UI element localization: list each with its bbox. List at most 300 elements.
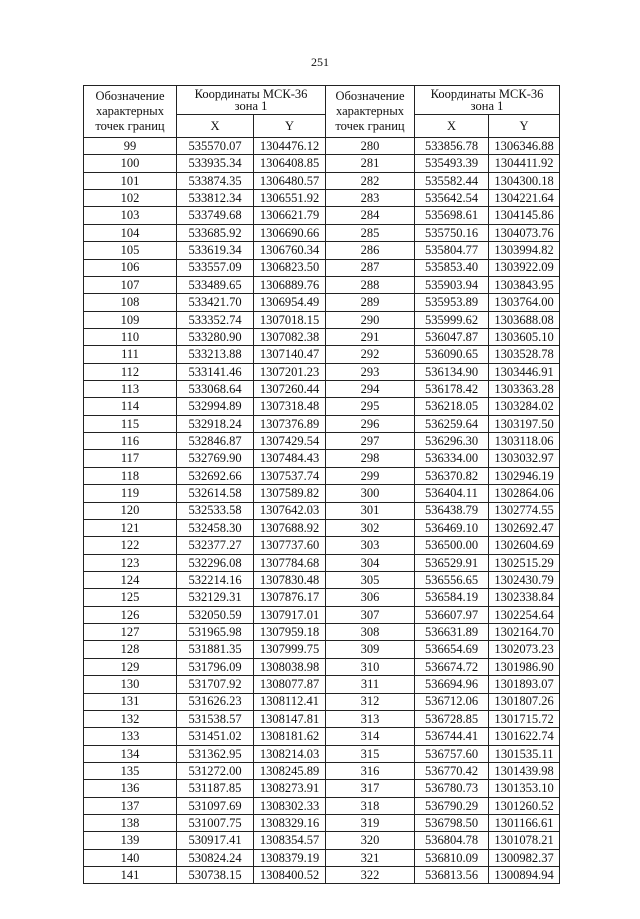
y-left: 1307201.23 [254, 363, 326, 380]
point-id-right: 314 [326, 728, 415, 745]
y-left: 1308302.33 [254, 797, 326, 814]
table-row [84, 728, 560, 745]
point-id-left: 141 [84, 867, 177, 884]
x-right: 536780.73 [415, 780, 489, 797]
x-left: 532214.16 [177, 571, 254, 588]
y-right: 1301535.11 [489, 745, 560, 762]
point-id-right: 301 [326, 502, 415, 519]
x-right: 535853.40 [415, 259, 489, 276]
table-row [84, 190, 560, 207]
point-id-right: 298 [326, 450, 415, 467]
y-right: 1303446.91 [489, 363, 560, 380]
y-right: 1301078.21 [489, 832, 560, 849]
x-right: 536529.91 [415, 554, 489, 571]
table-row [84, 693, 560, 710]
point-id-left: 128 [84, 641, 177, 658]
y-right: 1302946.19 [489, 467, 560, 484]
x-left: 532377.27 [177, 537, 254, 554]
x-right: 535750.16 [415, 224, 489, 241]
x-right: 536370.82 [415, 467, 489, 484]
y-left: 1306823.50 [254, 259, 326, 276]
x-left: 532769.90 [177, 450, 254, 467]
point-id-right: 319 [326, 815, 415, 832]
coordinates-table [83, 85, 560, 884]
table-row [84, 624, 560, 641]
y-right: 1302604.69 [489, 537, 560, 554]
x-left: 532458.30 [177, 519, 254, 536]
point-id-left: 130 [84, 676, 177, 693]
point-id-left: 107 [84, 276, 177, 293]
point-id-right: 292 [326, 346, 415, 363]
x-right: 536438.79 [415, 502, 489, 519]
point-id-left: 102 [84, 190, 177, 207]
point-id-left: 104 [84, 224, 177, 241]
x-left: 533421.70 [177, 294, 254, 311]
point-id-right: 322 [326, 867, 415, 884]
x-right: 535804.77 [415, 242, 489, 259]
x-right: 536654.69 [415, 641, 489, 658]
point-id-left: 120 [84, 502, 177, 519]
x-left: 531187.85 [177, 780, 254, 797]
table-row [84, 710, 560, 727]
y-right: 1303922.09 [489, 259, 560, 276]
point-id-right: 283 [326, 190, 415, 207]
y-right: 1302338.84 [489, 589, 560, 606]
y-left: 1307376.89 [254, 415, 326, 432]
point-id-right: 312 [326, 693, 415, 710]
point-id-right: 280 [326, 138, 415, 155]
point-id-left: 118 [84, 467, 177, 484]
x-left: 531538.57 [177, 710, 254, 727]
coords-header-right: Координаты МСК-36 зона 1 [415, 86, 560, 115]
point-id-right: 282 [326, 172, 415, 189]
y-right: 1302164.70 [489, 624, 560, 641]
x-left: 533749.68 [177, 207, 254, 224]
table-row [84, 606, 560, 623]
point-id-right: 307 [326, 606, 415, 623]
x-right: 536770.42 [415, 762, 489, 779]
y-right: 1302430.79 [489, 571, 560, 588]
point-id-right: 305 [326, 571, 415, 588]
y-right: 1304300.18 [489, 172, 560, 189]
x-right: 535999.62 [415, 311, 489, 328]
x-right: 536744.41 [415, 728, 489, 745]
x-left: 532846.87 [177, 433, 254, 450]
x-right: 536810.09 [415, 849, 489, 866]
x-left: 531881.35 [177, 641, 254, 658]
table-row [84, 554, 560, 571]
y-left: 1307318.48 [254, 398, 326, 415]
point-id-right: 318 [326, 797, 415, 814]
y-left: 1308400.52 [254, 867, 326, 884]
x-right: 536047.87 [415, 328, 489, 345]
x-left: 531362.95 [177, 745, 254, 762]
x-right: 536757.60 [415, 745, 489, 762]
table-row [84, 398, 560, 415]
x-left: 533935.34 [177, 155, 254, 172]
y-left: 1308273.91 [254, 780, 326, 797]
table-body [84, 138, 560, 884]
x-right: 536500.00 [415, 537, 489, 554]
point-id-left: 138 [84, 815, 177, 832]
point-id-right: 317 [326, 780, 415, 797]
x-left: 532533.58 [177, 502, 254, 519]
x-header-right: X [415, 115, 489, 138]
y-right: 1301807.26 [489, 693, 560, 710]
table-row [84, 641, 560, 658]
x-right: 536584.19 [415, 589, 489, 606]
x-right: 536674.72 [415, 658, 489, 675]
y-left: 1307082.38 [254, 328, 326, 345]
table-row [84, 780, 560, 797]
x-right: 536259.64 [415, 415, 489, 432]
point-id-left: 110 [84, 328, 177, 345]
table-row [84, 242, 560, 259]
point-id-left: 126 [84, 606, 177, 623]
y-left: 1307999.75 [254, 641, 326, 658]
table-row [84, 433, 560, 450]
point-id-right: 281 [326, 155, 415, 172]
y-right: 1303843.95 [489, 276, 560, 293]
point-id-left: 111 [84, 346, 177, 363]
y-right: 1303284.02 [489, 398, 560, 415]
x-left: 533619.34 [177, 242, 254, 259]
table-row [84, 172, 560, 189]
x-header-left: X [177, 115, 254, 138]
y-left: 1308038.98 [254, 658, 326, 675]
x-left: 532692.66 [177, 467, 254, 484]
table-row [84, 450, 560, 467]
x-right: 536813.56 [415, 867, 489, 884]
table-row [84, 311, 560, 328]
y-right: 1300894.94 [489, 867, 560, 884]
x-right: 536134.90 [415, 363, 489, 380]
x-right: 536556.65 [415, 571, 489, 588]
table-row [84, 346, 560, 363]
y-right: 1302774.55 [489, 502, 560, 519]
point-id-left: 103 [84, 207, 177, 224]
table-row [84, 676, 560, 693]
x-right: 536218.05 [415, 398, 489, 415]
y-left: 1307018.15 [254, 311, 326, 328]
y-right: 1301353.10 [489, 780, 560, 797]
x-left: 533557.09 [177, 259, 254, 276]
point-id-right: 313 [326, 710, 415, 727]
x-right: 536712.06 [415, 693, 489, 710]
point-id-right: 289 [326, 294, 415, 311]
y-left: 1308147.81 [254, 710, 326, 727]
point-id-right: 286 [326, 242, 415, 259]
point-id-right: 284 [326, 207, 415, 224]
point-id-right: 296 [326, 415, 415, 432]
y-left: 1307688.92 [254, 519, 326, 536]
point-id-left: 132 [84, 710, 177, 727]
point-id-right: 287 [326, 259, 415, 276]
table-row [84, 155, 560, 172]
y-right: 1301893.07 [489, 676, 560, 693]
y-right: 1301439.98 [489, 762, 560, 779]
point-id-left: 125 [84, 589, 177, 606]
point-id-left: 139 [84, 832, 177, 849]
y-left: 1306621.79 [254, 207, 326, 224]
x-right: 533856.78 [415, 138, 489, 155]
x-left: 532296.08 [177, 554, 254, 571]
y-left: 1307959.18 [254, 624, 326, 641]
y-left: 1306760.34 [254, 242, 326, 259]
table-row [84, 276, 560, 293]
y-right: 1301986.90 [489, 658, 560, 675]
x-right: 535953.89 [415, 294, 489, 311]
point-id-left: 131 [84, 693, 177, 710]
y-left: 1306690.66 [254, 224, 326, 241]
y-left: 1308214.03 [254, 745, 326, 762]
point-id-right: 316 [326, 762, 415, 779]
point-id-left: 124 [84, 571, 177, 588]
point-id-left: 114 [84, 398, 177, 415]
y-left: 1307429.54 [254, 433, 326, 450]
point-id-right: 308 [326, 624, 415, 641]
point-id-left: 101 [84, 172, 177, 189]
y-left: 1307876.17 [254, 589, 326, 606]
table-row [84, 815, 560, 832]
x-right: 536607.97 [415, 606, 489, 623]
x-right: 536178.42 [415, 381, 489, 398]
table-row [84, 415, 560, 432]
x-right: 536404.11 [415, 485, 489, 502]
point-id-right: 293 [326, 363, 415, 380]
y-right: 1304145.86 [489, 207, 560, 224]
y-right: 1301715.72 [489, 710, 560, 727]
y-left: 1307917.01 [254, 606, 326, 623]
y-left: 1304476.12 [254, 138, 326, 155]
table-row [84, 207, 560, 224]
y-left: 1308329.16 [254, 815, 326, 832]
table-row [84, 762, 560, 779]
table-row [84, 138, 560, 155]
x-right: 535698.61 [415, 207, 489, 224]
y-right: 1303032.97 [489, 450, 560, 467]
x-left: 533213.88 [177, 346, 254, 363]
point-id-left: 136 [84, 780, 177, 797]
point-id-right: 302 [326, 519, 415, 536]
point-id-right: 299 [326, 467, 415, 484]
x-right: 535642.54 [415, 190, 489, 207]
table-row [84, 571, 560, 588]
x-left: 531007.75 [177, 815, 254, 832]
point-id-right: 300 [326, 485, 415, 502]
y-header-right: Y [489, 115, 560, 138]
y-left: 1308354.57 [254, 832, 326, 849]
y-right: 1302515.29 [489, 554, 560, 571]
x-right: 535493.39 [415, 155, 489, 172]
x-left: 532129.31 [177, 589, 254, 606]
point-id-right: 315 [326, 745, 415, 762]
point-id-right: 294 [326, 381, 415, 398]
point-id-left: 112 [84, 363, 177, 380]
table-row [84, 502, 560, 519]
point-id-left: 100 [84, 155, 177, 172]
point-id-left: 99 [84, 138, 177, 155]
y-left: 1306551.92 [254, 190, 326, 207]
point-id-right: 304 [326, 554, 415, 571]
table-row [84, 797, 560, 814]
point-id-right: 320 [326, 832, 415, 849]
point-id-left: 123 [84, 554, 177, 571]
table-row [84, 259, 560, 276]
point-label-header-right: Обозначение характерных точек границ [326, 86, 415, 138]
table-row [84, 467, 560, 484]
point-id-left: 135 [84, 762, 177, 779]
point-id-left: 115 [84, 415, 177, 432]
table-row [84, 745, 560, 762]
y-left: 1306480.57 [254, 172, 326, 189]
x-left: 530738.15 [177, 867, 254, 884]
x-right: 536334.00 [415, 450, 489, 467]
table-row [84, 224, 560, 241]
x-left: 532050.59 [177, 606, 254, 623]
table-row [84, 658, 560, 675]
x-left: 533489.65 [177, 276, 254, 293]
y-right: 1303528.78 [489, 346, 560, 363]
table-row [84, 519, 560, 536]
y-left: 1307140.47 [254, 346, 326, 363]
point-id-left: 117 [84, 450, 177, 467]
x-right: 536790.29 [415, 797, 489, 814]
x-left: 532918.24 [177, 415, 254, 432]
point-id-right: 295 [326, 398, 415, 415]
x-left: 535570.07 [177, 138, 254, 155]
y-right: 1306346.88 [489, 138, 560, 155]
table-row [84, 832, 560, 849]
point-id-left: 105 [84, 242, 177, 259]
x-left: 533874.35 [177, 172, 254, 189]
table-row [84, 537, 560, 554]
y-left: 1307737.60 [254, 537, 326, 554]
y-right: 1303118.06 [489, 433, 560, 450]
y-left: 1307260.44 [254, 381, 326, 398]
point-id-left: 109 [84, 311, 177, 328]
y-header-left: Y [254, 115, 326, 138]
x-right: 536798.50 [415, 815, 489, 832]
point-id-left: 133 [84, 728, 177, 745]
x-right: 536804.78 [415, 832, 489, 849]
table-row [84, 589, 560, 606]
table-row [84, 328, 560, 345]
point-id-right: 310 [326, 658, 415, 675]
y-right: 1302073.23 [489, 641, 560, 658]
coords-header-left: Координаты МСК-36 зона 1 [177, 86, 326, 115]
point-id-right: 311 [326, 676, 415, 693]
x-left: 531097.69 [177, 797, 254, 814]
y-right: 1303605.10 [489, 328, 560, 345]
y-right: 1304221.64 [489, 190, 560, 207]
y-left: 1307537.74 [254, 467, 326, 484]
table-row [84, 867, 560, 884]
point-id-left: 137 [84, 797, 177, 814]
y-right: 1301260.52 [489, 797, 560, 814]
point-id-left: 140 [84, 849, 177, 866]
y-left: 1308245.89 [254, 762, 326, 779]
point-id-left: 116 [84, 433, 177, 450]
y-right: 1304073.76 [489, 224, 560, 241]
point-id-right: 288 [326, 276, 415, 293]
x-left: 531626.23 [177, 693, 254, 710]
y-right: 1303363.28 [489, 381, 560, 398]
x-left: 533280.90 [177, 328, 254, 345]
point-label-header-left: Обозначение характерных точек границ [84, 86, 177, 138]
x-left: 532614.58 [177, 485, 254, 502]
table-row [84, 363, 560, 380]
y-right: 1303764.00 [489, 294, 560, 311]
y-right: 1301166.61 [489, 815, 560, 832]
table-row [84, 381, 560, 398]
point-id-right: 303 [326, 537, 415, 554]
x-left: 532994.89 [177, 398, 254, 415]
x-right: 536469.10 [415, 519, 489, 536]
x-left: 530917.41 [177, 832, 254, 849]
point-id-right: 290 [326, 311, 415, 328]
y-right: 1302692.47 [489, 519, 560, 536]
y-left: 1307642.03 [254, 502, 326, 519]
point-id-left: 134 [84, 745, 177, 762]
y-right: 1300982.37 [489, 849, 560, 866]
x-left: 531707.92 [177, 676, 254, 693]
y-left: 1308181.62 [254, 728, 326, 745]
point-id-left: 122 [84, 537, 177, 554]
x-left: 531796.09 [177, 658, 254, 675]
point-id-left: 127 [84, 624, 177, 641]
x-left: 531451.02 [177, 728, 254, 745]
y-right: 1303688.08 [489, 311, 560, 328]
y-right: 1301622.74 [489, 728, 560, 745]
y-left: 1308112.41 [254, 693, 326, 710]
x-right: 536694.96 [415, 676, 489, 693]
y-left: 1307784.68 [254, 554, 326, 571]
x-left: 533068.64 [177, 381, 254, 398]
point-id-right: 309 [326, 641, 415, 658]
page-number: 251 [311, 55, 329, 69]
point-id-left: 121 [84, 519, 177, 536]
x-right: 535582.44 [415, 172, 489, 189]
y-left: 1307830.48 [254, 571, 326, 588]
y-right: 1304411.92 [489, 155, 560, 172]
point-id-left: 106 [84, 259, 177, 276]
y-left: 1307484.43 [254, 450, 326, 467]
y-right: 1303197.50 [489, 415, 560, 432]
x-right: 535903.94 [415, 276, 489, 293]
x-right: 536728.85 [415, 710, 489, 727]
point-id-left: 119 [84, 485, 177, 502]
x-left: 530824.24 [177, 849, 254, 866]
point-id-right: 306 [326, 589, 415, 606]
table-row [84, 485, 560, 502]
point-id-left: 113 [84, 381, 177, 398]
table-row [84, 294, 560, 311]
point-id-left: 129 [84, 658, 177, 675]
x-left: 531272.00 [177, 762, 254, 779]
point-id-right: 285 [326, 224, 415, 241]
y-right: 1303994.82 [489, 242, 560, 259]
x-right: 536631.89 [415, 624, 489, 641]
x-right: 536090.65 [415, 346, 489, 363]
y-right: 1302254.64 [489, 606, 560, 623]
point-id-right: 291 [326, 328, 415, 345]
point-id-left: 108 [84, 294, 177, 311]
y-left: 1308379.19 [254, 849, 326, 866]
point-id-right: 297 [326, 433, 415, 450]
y-left: 1306954.49 [254, 294, 326, 311]
x-left: 531965.98 [177, 624, 254, 641]
